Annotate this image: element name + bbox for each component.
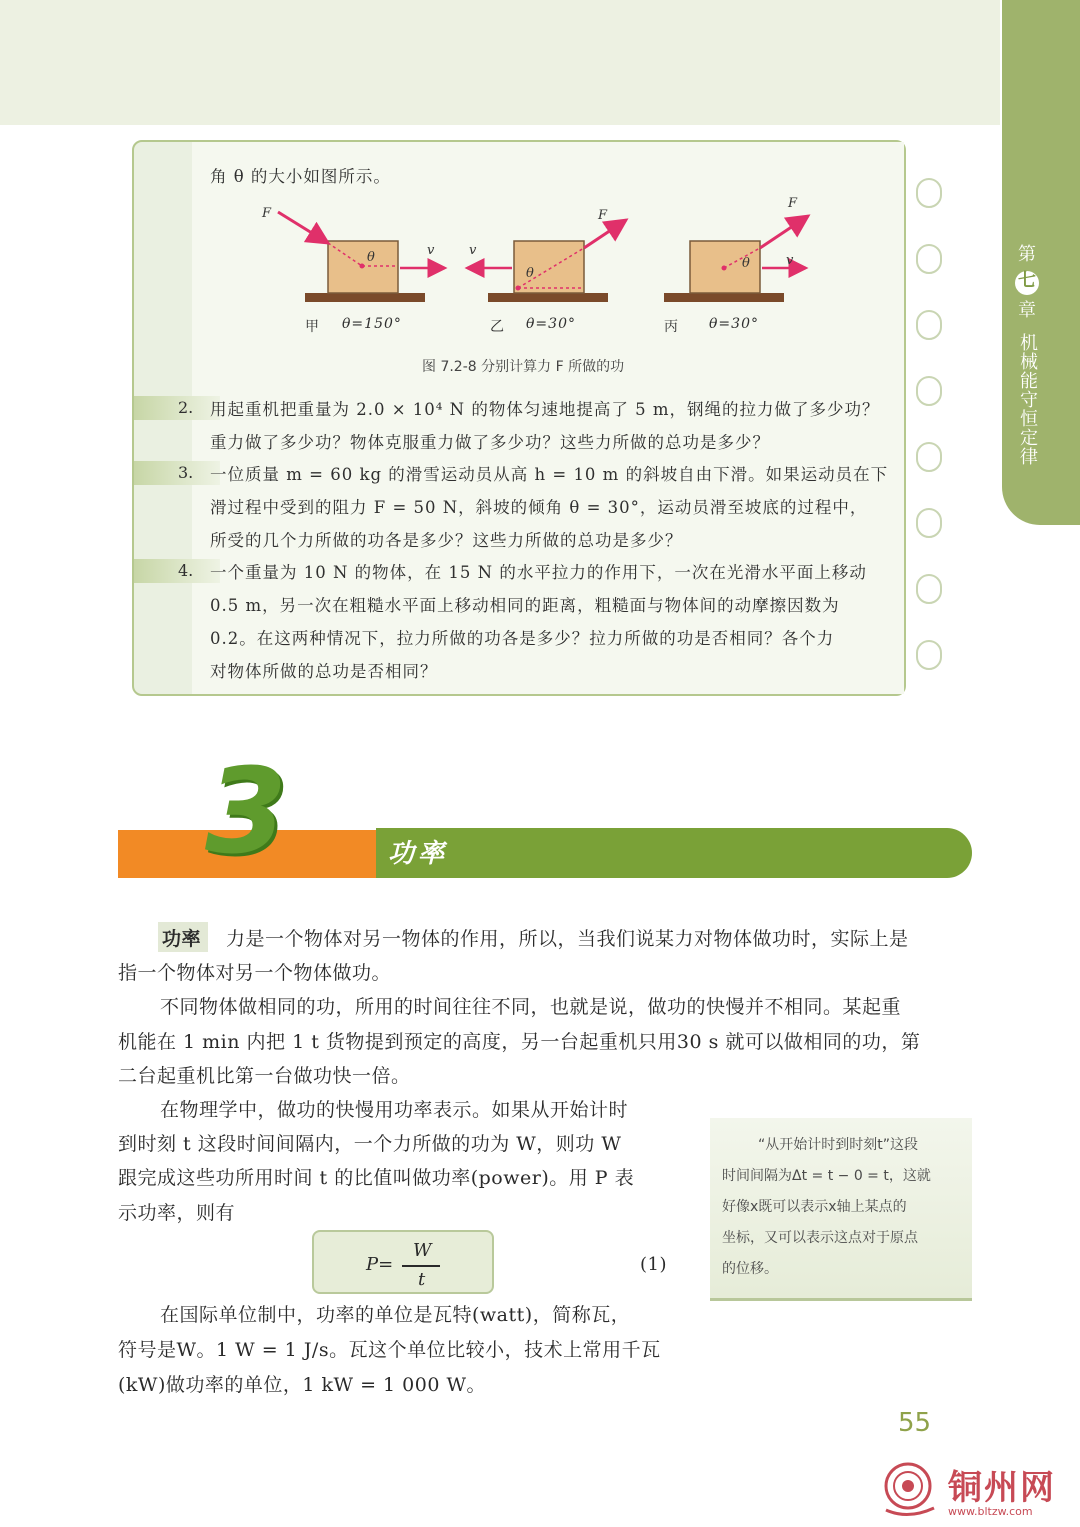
paragraph-2-line-2: 机能在 1 min 内把 1 t 货物提到预定的高度，另一台起重机只用30 s 就可以做相同的功，第 <box>118 1031 921 1053</box>
force-figure <box>250 190 850 320</box>
paragraph-1-line-2: 指一个物体对另一个物体做功。 <box>118 962 392 984</box>
binder-ring <box>916 310 942 340</box>
watermark-text: 铜州网 <box>948 1468 1056 1508</box>
paragraph-2-line-3: 二台起重机比第一台做功快一倍。 <box>118 1065 411 1087</box>
chapter-title: 机械能守恒定律 <box>1017 333 1038 466</box>
velocity-label-yi: v <box>469 243 477 258</box>
chapter-zhang: 章 <box>1018 300 1036 321</box>
binder-ring <box>916 508 942 538</box>
binder-ring <box>916 178 942 208</box>
paragraph-3-line-4: 示功率，则有 <box>118 1202 236 1224</box>
side-note-line-3: 好像x既可以表示x轴上某点的 <box>722 1199 907 1215</box>
question-number-4: 4. <box>178 561 194 580</box>
panel-angle-bing: θ=30° <box>709 316 759 332</box>
paragraph-3-line-2: 到时刻 t 这段时间间隔内，一个力所做的功为 W，则功 W <box>118 1133 622 1155</box>
formula-tag: (1) <box>640 1254 667 1275</box>
question-number-bar <box>134 559 220 583</box>
exercise-intro: 角 θ 的大小如图所示。 <box>210 167 391 186</box>
figure-caption: 图 7.2-8 分别计算力 F 所做的功 <box>422 359 625 375</box>
binder-ring <box>916 244 942 274</box>
binder-ring <box>916 574 942 604</box>
question-3-line-3: 所受的几个力所做的功各是多少？这些力所做的总功是多少？ <box>210 531 683 550</box>
side-note-line-4: 坐标，又可以表示这点对于原点 <box>722 1230 918 1246</box>
question-number-bar <box>134 461 220 485</box>
velocity-label-bing: v <box>786 253 794 268</box>
force-label-yi: F <box>598 208 608 223</box>
question-number-3: 3. <box>178 463 194 482</box>
side-note-line-5: 的位移。 <box>722 1261 778 1277</box>
figure-panel-yi <box>467 220 626 302</box>
center-dot <box>516 286 521 291</box>
question-number-2: 2. <box>178 398 194 417</box>
paragraph-1-line-1: 力是一个物体对另一物体的作用，所以，当我们说某力对物体做功时，实际上是 <box>226 928 909 950</box>
figure-panel-jia <box>278 212 445 302</box>
binder-ring <box>916 640 942 670</box>
center-dot <box>360 264 365 269</box>
question-4-line-4: 对物体所做的总功是否相同？ <box>210 662 438 681</box>
center-dot <box>722 266 727 271</box>
paragraph-4-line-2: 符号是W。1 W = 1 J/s。瓦这个单位比较小，技术上常用千瓦 <box>118 1339 661 1361</box>
ground <box>488 293 608 302</box>
chapter-label <box>1012 245 1042 466</box>
question-3-line-2: 滑过程中受到的阻力 F = 50 N，斜坡的倾角 θ = 30°，运动员滑至坡底的过程中， <box>210 498 868 517</box>
block <box>514 241 584 293</box>
question-4-line-2: 0.5 m，另一次在粗糙水平面上移动相同的距离，粗糙面与物体间的动摩擦因数为 <box>210 596 840 615</box>
paragraph-3-line-1: 在物理学中，做功的快慢用功率表示。如果从开始计时 <box>160 1099 629 1121</box>
page-number: 55 <box>898 1408 932 1438</box>
question-2-line-2: 重力做了多少功？物体克服重力做了多少功？这些力所做的总功是多少？ <box>210 433 770 452</box>
paragraph-4-line-1: 在国际单位制中，功率的单位是瓦特(watt)，简称瓦， <box>160 1304 631 1326</box>
formula-box <box>312 1230 494 1294</box>
theta-label-yi: θ <box>526 266 534 281</box>
panel-name-bing: 丙 <box>664 319 679 335</box>
question-4-line-1: 一个重量为 10 N 的物体，在 15 N 的水平拉力的作用下，一次在光滑水平面上移动 <box>210 563 867 582</box>
binder-rings <box>904 160 956 680</box>
theta-label-bing: θ <box>742 256 750 271</box>
paragraph-3-line-3: 跟完成这些功所用时间 t 的比值叫做功率(power)。用 P 表 <box>118 1167 635 1189</box>
force-arrow <box>760 216 808 248</box>
theta-label-jia: θ <box>367 250 375 265</box>
ground <box>664 293 784 302</box>
section-header-green-bar <box>376 828 972 878</box>
section-title: 功率 <box>388 839 449 869</box>
force-arrow <box>278 212 328 243</box>
panel-name-jia: 甲 <box>305 319 320 335</box>
binder-ring <box>916 376 942 406</box>
question-4-line-3: 0.2。在这两种情况下，拉力所做的功各是多少？拉力所做的功是否相同？各个力 <box>210 629 835 648</box>
formula-denominator: t <box>418 1269 426 1290</box>
side-note-line-1: “从开始计时到时刻t”这段 <box>758 1137 918 1153</box>
question-number-bar <box>134 396 220 420</box>
top-band <box>0 0 1000 125</box>
formula-numerator: W <box>413 1240 432 1261</box>
keyword-power: 功率 <box>162 928 202 950</box>
question-3-line-1: 一位质量 m = 60 kg 的滑雪运动员从高 h = 10 m 的斜坡自由下滑。如果运动员在下 <box>210 465 889 484</box>
paragraph-2-line-1: 不同物体做相同的功，所用的时间往往不同，也就是说，做功的快慢并不相同。某起重 <box>160 996 902 1018</box>
binder-ring <box>916 442 942 472</box>
force-arrow <box>584 220 626 248</box>
watermark-url: www.bltzw.com <box>948 1505 1033 1518</box>
side-note-line-2: 时间间隔为Δt = t − 0 = t，这就 <box>722 1168 931 1184</box>
formula-lhs: P= <box>366 1254 394 1275</box>
force-label-jia: F <box>262 206 272 221</box>
panel-angle-jia: θ=150° <box>342 316 402 332</box>
section-number: 3 <box>205 742 288 880</box>
chapter-number-badge: 七 <box>1015 271 1039 295</box>
chapter-di: 第 <box>1018 244 1036 265</box>
panel-name-yi: 乙 <box>490 319 505 335</box>
velocity-label-jia: v <box>427 243 435 258</box>
ground <box>305 293 425 302</box>
force-label-bing: F <box>788 196 798 211</box>
question-2-line-1: 用起重机把重量为 2.0 × 10⁴ N 的物体匀速地提高了 5 m，钢绳的拉力做了多少功？ <box>210 400 880 419</box>
paragraph-4-line-3: (kW)做功率的单位，1 kW = 1 000 W。 <box>118 1374 486 1396</box>
panel-angle-yi: θ=30° <box>526 316 576 332</box>
formula-fraction-line <box>402 1265 440 1267</box>
